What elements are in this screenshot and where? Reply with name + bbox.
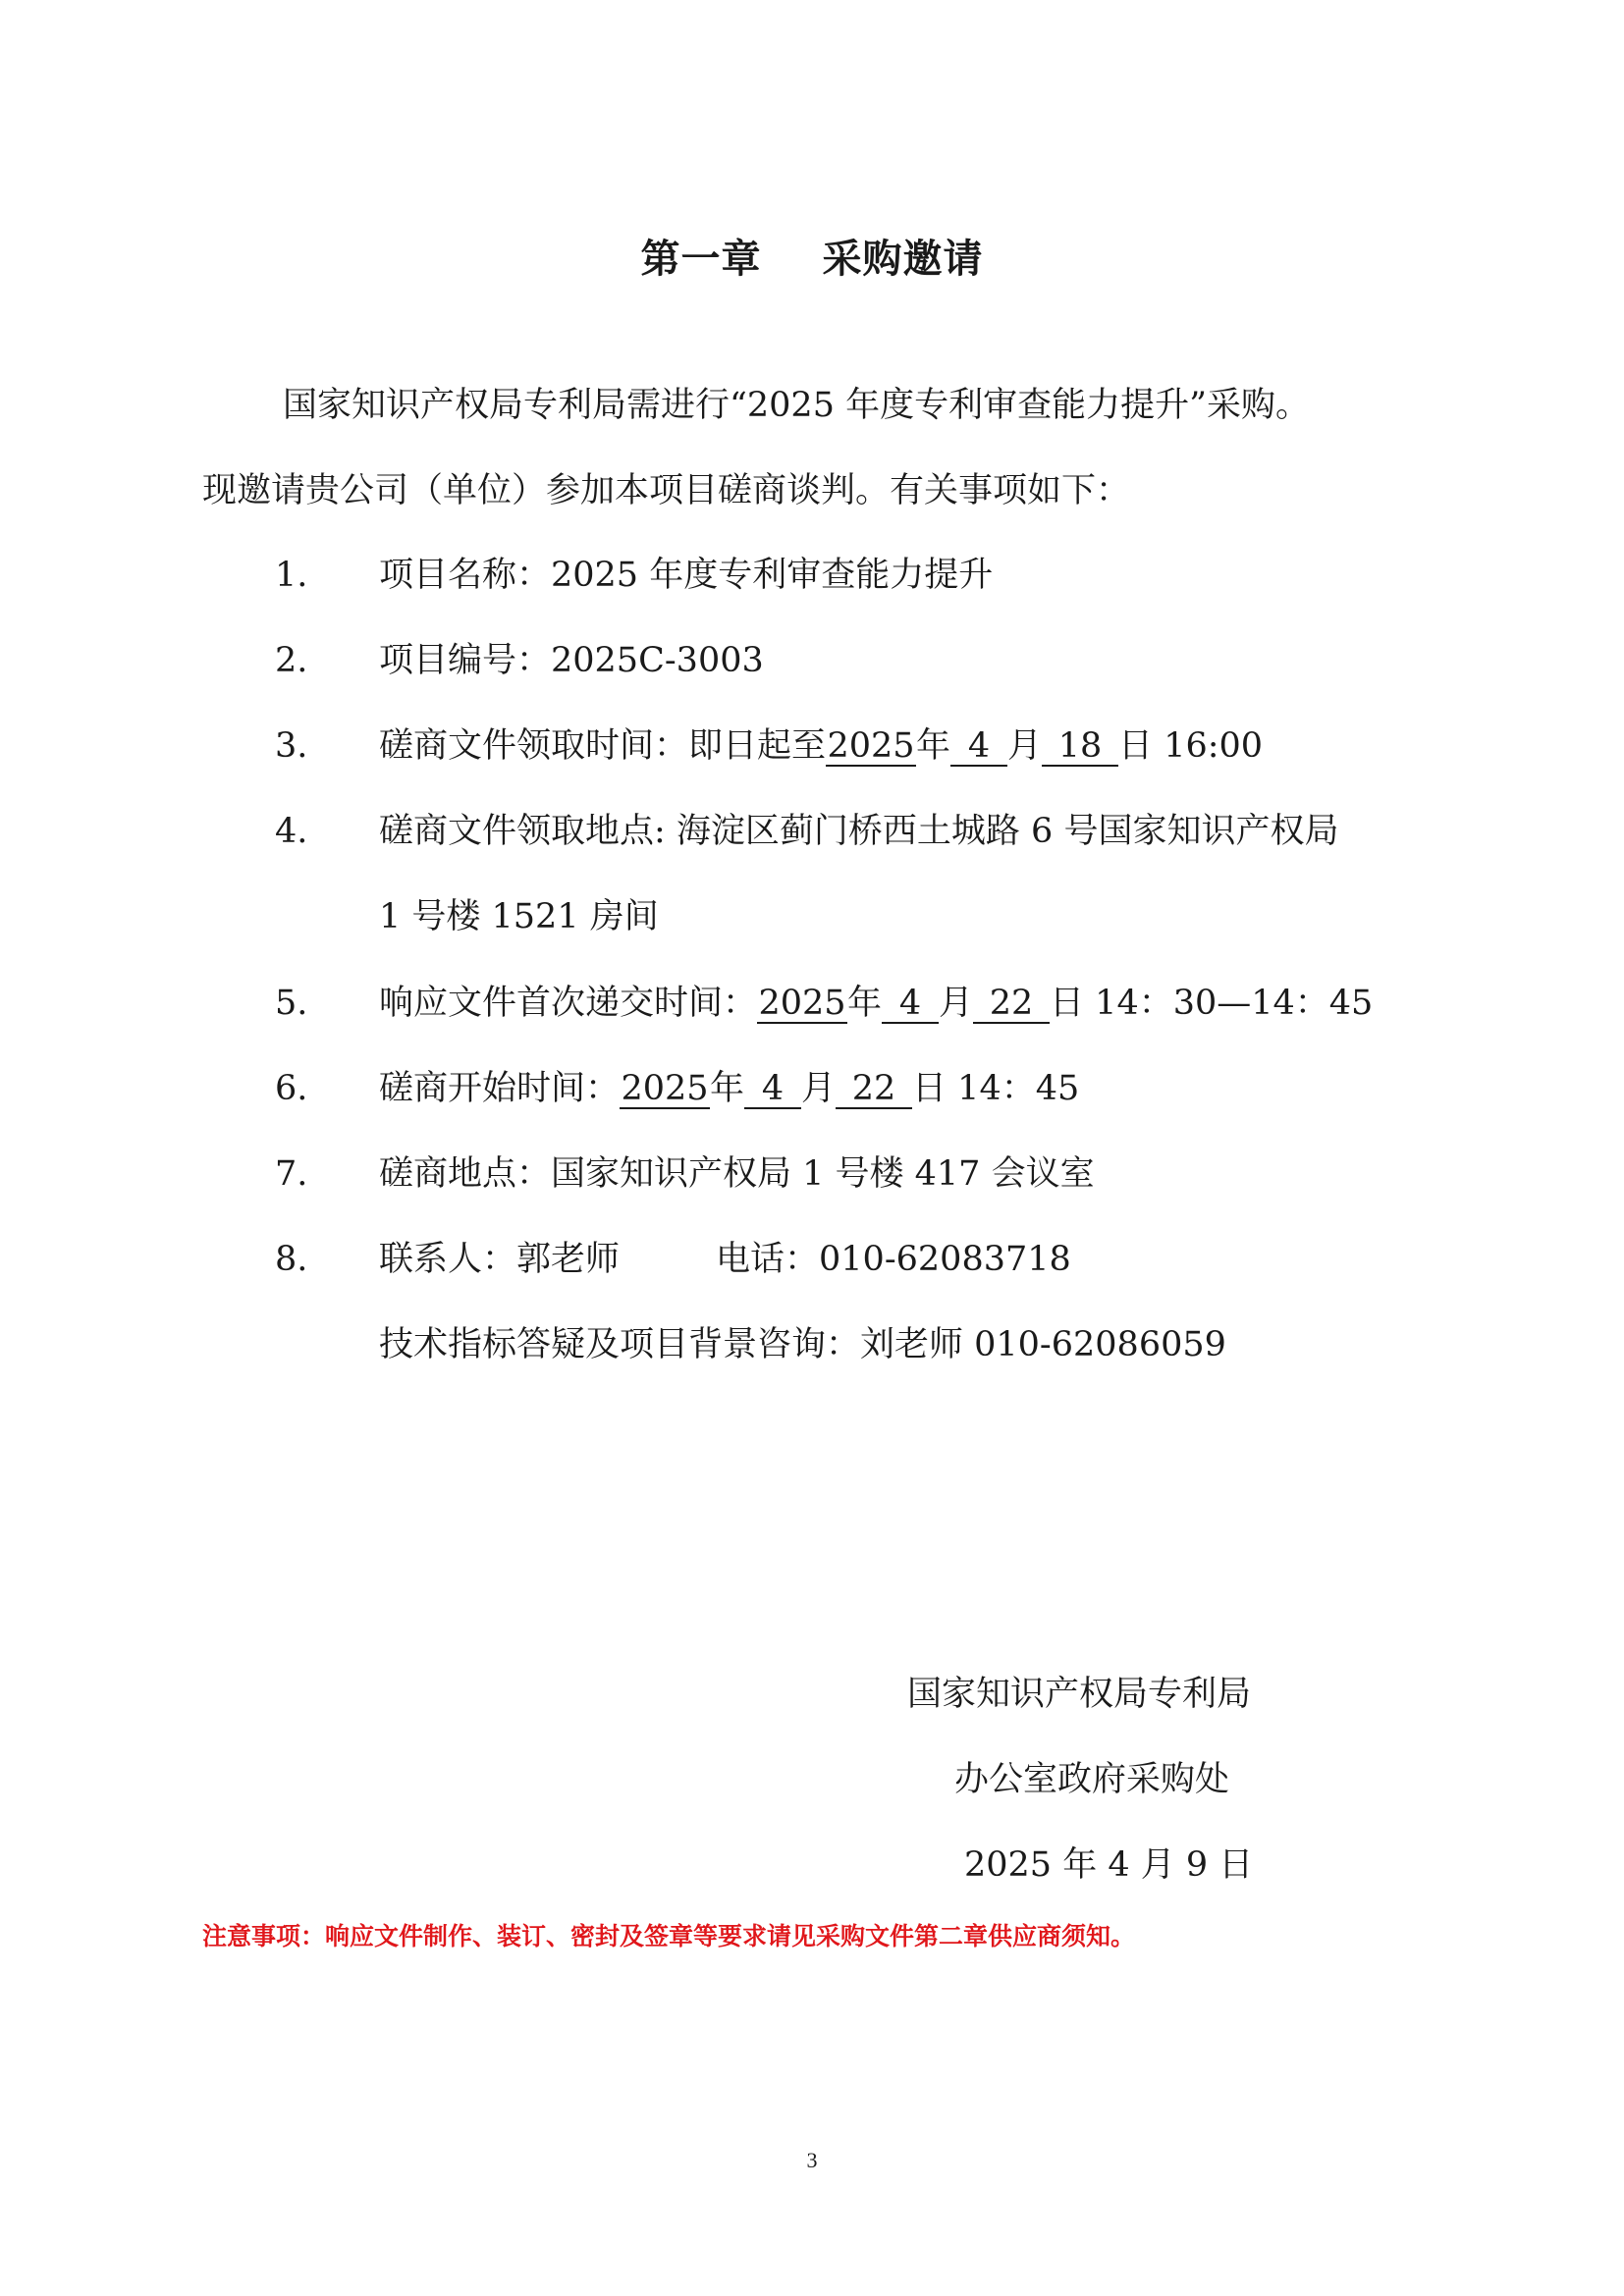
list-item-2 — [275, 639, 764, 682]
list-item-4 — [275, 810, 1338, 938]
underlined-year: 2025 — [621, 1069, 709, 1108]
intro-line-2: 现邀请贵公司（单位）参加本项目磋商谈判。有关事项如下： — [202, 471, 1131, 510]
negotiation-location: 磋商地点：国家知识产权局 1 号楼 417 会议室 — [379, 1154, 1095, 1194]
notice-text: 注意事项：响应文件制作、装订、密封及签章等要求请见采购文件第二章供应商须知。 — [202, 1922, 1136, 1950]
contact-info — [379, 1238, 1071, 1281]
page-number: 3 — [806, 2148, 818, 2172]
chapter-title — [0, 228, 1624, 284]
project-number: 项目编号：2025C-3003 — [379, 641, 764, 680]
response-submission-time: 响应文件首次递交时间：2025年 4 月 22 日 14：30—14：45 — [379, 984, 1374, 1023]
list-item-8 — [275, 1238, 1226, 1366]
item-number: 7. — [275, 1154, 308, 1194]
document-pickup-location-cont: 1 号楼 1521 房间 — [379, 897, 659, 936]
list-item-3 — [275, 724, 1263, 768]
underlined-day: 22 — [973, 985, 1050, 1024]
underlined-year: 2025 — [827, 726, 915, 766]
intro-paragraph — [202, 363, 1439, 534]
list-item-1 — [275, 554, 993, 597]
underlined-day: 18 — [1042, 727, 1118, 767]
chapter-label: 第一章 — [640, 237, 762, 282]
list-item-7 — [275, 1152, 1095, 1196]
list-item-6 — [275, 1067, 1079, 1110]
item-number: 5. — [275, 984, 308, 1023]
signature-date: 2025 年 4 月 9 日 — [964, 1845, 1254, 1885]
list-item-5 — [275, 982, 1373, 1025]
underlined-month: 4 — [882, 985, 939, 1024]
technical-consultation: 技术指标答疑及项目背景咨询：刘老师 010-62086059 — [379, 1325, 1226, 1364]
signature-org: 国家知识产权局专利局 — [907, 1675, 1252, 1714]
item-number: 1. — [275, 556, 308, 595]
negotiation-start-time: 磋商开始时间：2025年 4 月 22 日 14：45 — [379, 1069, 1080, 1108]
item-number: 3. — [275, 726, 308, 766]
document-pickup-location: 磋商文件领取地点: 海淀区蓟门桥西土城路 6 号国家知识产权局 — [379, 812, 1339, 851]
item-number: 2. — [275, 641, 308, 680]
document-pickup-time: 磋商文件领取时间：即日起至2025年 4 月 18 日 16:00 — [379, 726, 1264, 766]
chapter-heading: 采购邀请 — [822, 237, 984, 282]
underlined-year: 2025 — [758, 984, 846, 1023]
item-number: 4. — [275, 812, 308, 851]
contact-phone: 电话：010-62083718 — [716, 1240, 1071, 1279]
intro-line-1: 国家知识产权局专利局需进行“2025 年度专利审查能力提升”采购。 — [283, 386, 1310, 425]
underlined-month: 4 — [744, 1070, 801, 1109]
signature-dept: 办公室政府采购处 — [954, 1760, 1230, 1799]
underlined-month: 4 — [950, 727, 1007, 767]
item-number: 8. — [275, 1240, 308, 1279]
project-name: 项目名称：2025 年度专利审查能力提升 — [379, 556, 994, 595]
item-number: 6. — [275, 1069, 308, 1108]
contact-person: 联系人：郭老师 — [379, 1240, 621, 1279]
underlined-day: 22 — [836, 1070, 912, 1109]
